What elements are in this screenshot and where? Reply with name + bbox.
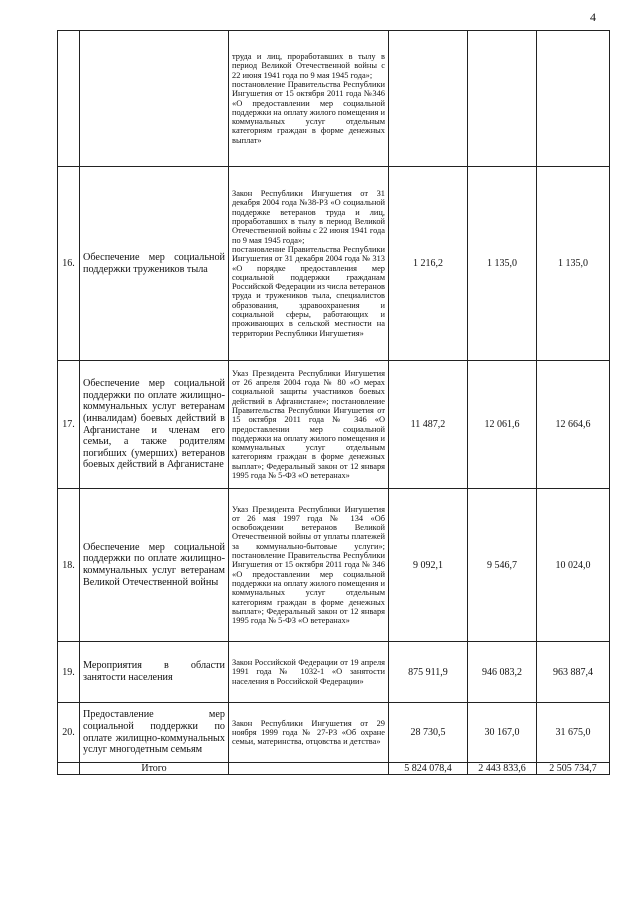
value-col-2: 9 546,7 (468, 489, 537, 642)
legal-basis: Указ Президента Республики Ингушетия от 26 апреля 2004 года № 80 «О мерах социальной защиты участников боевых действий в Афганистане»; постановление Правительства Республики Ингушетия от 15 октября 2011 года № 346 «О предоставлении мер социальной поддержки на оплату жилого помещения и коммунальных услуг отдельным категориям граждан в форме денежных выплат»; Федеральный закон от 12 января 1995 года № 5-ФЗ «О ветеранах» (229, 361, 389, 489)
row-number: 20. (58, 703, 80, 763)
table-row (58, 642, 610, 703)
legal-basis: Закон Республики Ингушетия от 29 ноября 1999 года № 27-РЗ «Об охране семьи, материнства, отцовства и детства» (229, 703, 389, 763)
value-col-1: 9 092,1 (389, 489, 468, 642)
value-col-3 (537, 31, 610, 167)
total-label: Итого (80, 763, 229, 775)
value-col-1: 11 487,2 (389, 361, 468, 489)
row-number (58, 31, 80, 167)
table-row (58, 361, 610, 489)
row-number: 18. (58, 489, 80, 642)
table-row (58, 703, 610, 763)
legal-basis: труда и лиц, проработавших в тылу в период Великой Отечественной войны с 22 июня 1941 года по 9 мая 1945 года»; постановление Правительства Республики Ингушетия от 15 октября 2011 года №346 «О предоставлении мер социальной поддержки на оплату жилого помещения и коммунальных услуг отдельным категориям граждан в форме денежных выплат» (229, 31, 389, 167)
total-value-3: 2 505 734,7 (537, 763, 610, 775)
value-col-2: 946 083,2 (468, 642, 537, 703)
value-col-2: 12 061,6 (468, 361, 537, 489)
value-col-3: 31 675,0 (537, 703, 610, 763)
legal-basis: Закон Российской Федерации от 19 апреля 1991 года № 1032-1 «О занятости населения в Российской Федерации» (229, 642, 389, 703)
table-row (58, 489, 610, 642)
table-row (58, 167, 610, 361)
legal-basis: Закон Республики Ингушетия от 31 декабря 2004 года №38-РЗ «О социальной поддержке ветеранов труда и лиц, проработавших в тылу в период Великой Отечественной войны с 22 июня 1941 года по 9 мая 1945 года»; постановление Правительства Республики Ингушетия от 31 декабря 2004 года № 313 «О порядке предоставления мер социальной поддержки гражданам Российской Федерации из числа ветеранов труда и тружеников тыла, специалистов образования, здравоохранения и социальной сферы, работающих и проживающих в сельской местности на территории Республики Ингушетия» (229, 167, 389, 361)
value-col-2 (468, 31, 537, 167)
page-number: 4 (590, 10, 596, 24)
legal-basis: Указ Президента Республики Ингушетия от 26 мая 1997 года № 134 «Об освобождении ветеранов Великой Отечественной войны от уплаты платежей за коммунально-бытовые услуги»; постановление Правительства Республики Ингушетия от 15 октября 2011 года № 346 «О предоставлении мер социальной поддержки на оплату жилого помещения и коммунальных услуг отдельным категориям граждан в форме денежных выплат»; Федеральный закон от 12 января 1995 года № 5-ФЗ «О ветеранах» (229, 489, 389, 642)
budget-table (57, 30, 610, 775)
measure-name: Обеспечение мер социальной поддержки по оплате жилищно-коммунальных услуг ветеранам (инвалидам) боевых действий в Афганистане и членам его семьи, а также родителям погибших (умерших) ветеранов боевых действий в Афганистане (80, 361, 229, 489)
total-blank (58, 763, 80, 775)
table-row (58, 31, 610, 167)
value-col-2: 30 167,0 (468, 703, 537, 763)
measure-name: Предоставление мер социальной поддержки по оплате жилищно-коммунальных услуг многодетным семьям (80, 703, 229, 763)
value-col-3: 963 887,4 (537, 642, 610, 703)
value-col-1 (389, 31, 468, 167)
value-col-2: 1 135,0 (468, 167, 537, 361)
value-col-3: 1 135,0 (537, 167, 610, 361)
measure-name (80, 31, 229, 167)
total-value-2: 2 443 833,6 (468, 763, 537, 775)
row-number: 16. (58, 167, 80, 361)
total-row (58, 763, 610, 775)
measure-name: Обеспечение мер социальной поддержки по оплате жилищно-коммунальных услуг ветеранам Великой Отечественной войны (80, 489, 229, 642)
total-law-blank (229, 763, 389, 775)
row-number: 17. (58, 361, 80, 489)
total-value-1: 5 824 078,4 (389, 763, 468, 775)
measure-name: Обеспечение мер социальной поддержки тружеников тыла (80, 167, 229, 361)
value-col-3: 10 024,0 (537, 489, 610, 642)
value-col-1: 875 911,9 (389, 642, 468, 703)
row-number: 19. (58, 642, 80, 703)
value-col-1: 1 216,2 (389, 167, 468, 361)
value-col-1: 28 730,5 (389, 703, 468, 763)
measure-name: Мероприятия в области занятости населения (80, 642, 229, 703)
value-col-3: 12 664,6 (537, 361, 610, 489)
